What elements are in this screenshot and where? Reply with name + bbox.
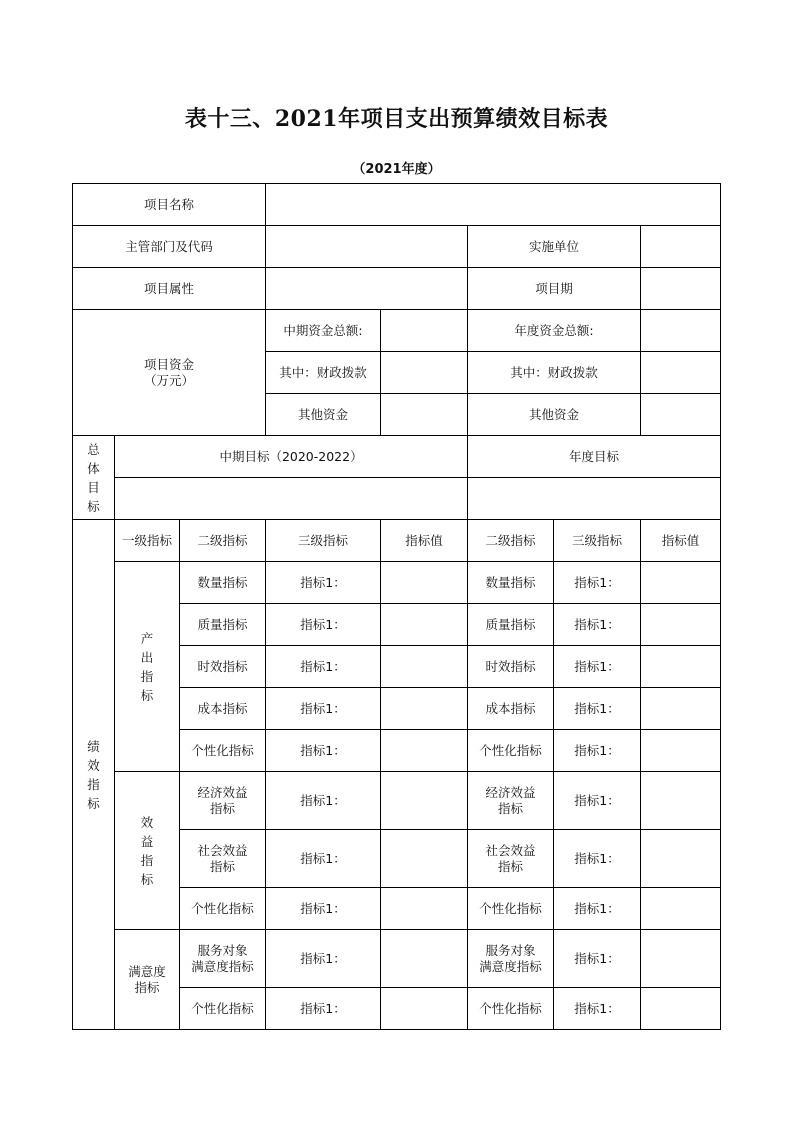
benefit-level2-year: 个性化指标 [468,888,554,930]
indicator-year[interactable]: 指标1： [554,830,641,888]
mid-total-value[interactable] [381,310,468,352]
year-other-label: 其他资金 [468,394,641,436]
indicator-value-mid[interactable] [381,888,468,930]
row-department [73,226,721,268]
project-name-value[interactable] [266,184,721,226]
mid-total-label: 中期资金总额: [266,310,381,352]
mid-goal-content[interactable] [115,478,468,520]
indicator-year[interactable]: 指标1： [554,730,641,772]
mid-fiscal-value[interactable] [381,352,468,394]
header-level2-mid: 二级指标 [180,520,266,562]
row-output-quantity [73,562,721,604]
indicator-value-mid[interactable] [381,830,468,888]
indicator-value-year[interactable] [641,562,721,604]
mid-fiscal-label: 其中：财政拨款 [266,352,381,394]
indicator-year[interactable]: 指标1： [554,772,641,830]
indicator-value-year[interactable] [641,772,721,830]
benefit-level2-year: 社会效益 指标 [468,830,554,888]
row-overall-header [73,436,721,478]
benefit-level2-mid: 社会效益 指标 [180,830,266,888]
output-level2-mid: 成本指标 [180,688,266,730]
year-fiscal-value[interactable] [641,352,721,394]
indicator-value-year[interactable] [641,988,721,1030]
benefit-level2-mid: 个性化指标 [180,888,266,930]
output-level2-mid: 数量指标 [180,562,266,604]
indicator-year[interactable]: 指标1： [554,688,641,730]
impl-unit-label: 实施单位 [468,226,641,268]
year-goal-content[interactable] [468,478,721,520]
year-other-value[interactable] [641,394,721,436]
output-level2-mid: 质量指标 [180,604,266,646]
indicator-mid[interactable]: 指标1： [266,646,381,688]
output-level2-mid: 个性化指标 [180,730,266,772]
row-perf-header [73,520,721,562]
year-total-value[interactable] [641,310,721,352]
indicator-value-mid[interactable] [381,772,468,830]
header-value-year: 指标值 [641,520,721,562]
row-benefit-economic [73,772,721,830]
indicator-value-year[interactable] [641,646,721,688]
indicator-year[interactable]: 指标1： [554,646,641,688]
benefit-level2-mid: 经济效益 指标 [180,772,266,830]
department-value[interactable] [266,226,468,268]
header-level2-year: 二级指标 [468,520,554,562]
output-level2-year: 成本指标 [468,688,554,730]
indicator-value-year[interactable] [641,688,721,730]
output-level2-year: 时效指标 [468,646,554,688]
output-label: 产出指标 [115,562,180,772]
indicator-mid[interactable]: 指标1： [266,888,381,930]
performance-target-form [72,183,721,1030]
row-funds-total [73,310,721,352]
page-subtitle: （2021年度） [352,162,441,177]
indicator-year[interactable]: 指标1： [554,930,641,988]
mid-goal-label: 中期目标（2020-2022） [115,436,468,478]
indicator-value-mid[interactable] [381,988,468,1030]
perf-label: 绩效指标 [73,520,115,1030]
indicator-mid[interactable]: 指标1： [266,562,381,604]
funds-label-line2: （万元） [144,372,195,388]
indicator-mid[interactable]: 指标1： [266,688,381,730]
indicator-mid[interactable]: 指标1： [266,988,381,1030]
indicator-value-mid[interactable] [381,930,468,988]
indicator-value-mid[interactable] [381,688,468,730]
row-satisfaction-service [73,930,721,988]
indicator-mid[interactable]: 指标1： [266,830,381,888]
output-level2-mid: 时效指标 [180,646,266,688]
benefit-level2-year: 经济效益 指标 [468,772,554,830]
indicator-year[interactable]: 指标1： [554,988,641,1030]
satisfaction-level2-year: 服务对象 满意度指标 [468,930,554,988]
indicator-value-year[interactable] [641,604,721,646]
row-project-name [73,184,721,226]
header-level1: 一级指标 [115,520,180,562]
department-label: 主管部门及代码 [73,226,266,268]
page-title: 表十三、2021年项目支出预算绩效目标表 [184,106,609,132]
attribute-value[interactable] [266,268,468,310]
indicator-value-mid[interactable] [381,730,468,772]
header-level3-mid: 三级指标 [266,520,381,562]
project-name-label: 项目名称 [73,184,266,226]
indicator-value-year[interactable] [641,930,721,988]
indicator-year[interactable]: 指标1： [554,888,641,930]
overall-goal-label: 总体目标 [73,436,115,520]
year-goal-label: 年度目标 [468,436,721,478]
attribute-label: 项目属性 [73,268,266,310]
indicator-mid[interactable]: 指标1： [266,730,381,772]
indicator-year[interactable]: 指标1： [554,604,641,646]
indicator-value-mid[interactable] [381,562,468,604]
header-value-mid: 指标值 [381,520,468,562]
mid-other-value[interactable] [381,394,468,436]
row-overall-content [73,478,721,520]
satisfaction-level2-mid: 服务对象 满意度指标 [180,930,266,988]
indicator-value-mid[interactable] [381,646,468,688]
indicator-year[interactable]: 指标1： [554,562,641,604]
indicator-mid[interactable]: 指标1： [266,772,381,830]
satisfaction-level2-mid: 个性化指标 [180,988,266,1030]
output-level2-year: 质量指标 [468,604,554,646]
benefit-label: 效益指标 [115,772,180,930]
satisfaction-level2-year: 个性化指标 [468,988,554,1030]
indicator-mid[interactable]: 指标1： [266,604,381,646]
period-label: 项目期 [468,268,641,310]
funds-label [73,310,266,436]
indicator-value-year[interactable] [641,888,721,930]
funds-label-line1: 项目资金 [144,356,195,372]
satisfaction-label: 满意度 指标 [115,930,180,1030]
output-level2-year: 数量指标 [468,562,554,604]
indicator-value-mid[interactable] [381,604,468,646]
row-attribute [73,268,721,310]
indicator-value-year[interactable] [641,730,721,772]
indicator-mid[interactable]: 指标1： [266,930,381,988]
year-fiscal-label: 其中：财政拨款 [468,352,641,394]
year-total-label: 年度资金总额: [468,310,641,352]
output-level2-year: 个性化指标 [468,730,554,772]
header-level3-year: 三级指标 [554,520,641,562]
indicator-value-year[interactable] [641,830,721,888]
impl-unit-value[interactable] [641,226,721,268]
period-value[interactable] [641,268,721,310]
mid-other-label: 其他资金 [266,394,381,436]
